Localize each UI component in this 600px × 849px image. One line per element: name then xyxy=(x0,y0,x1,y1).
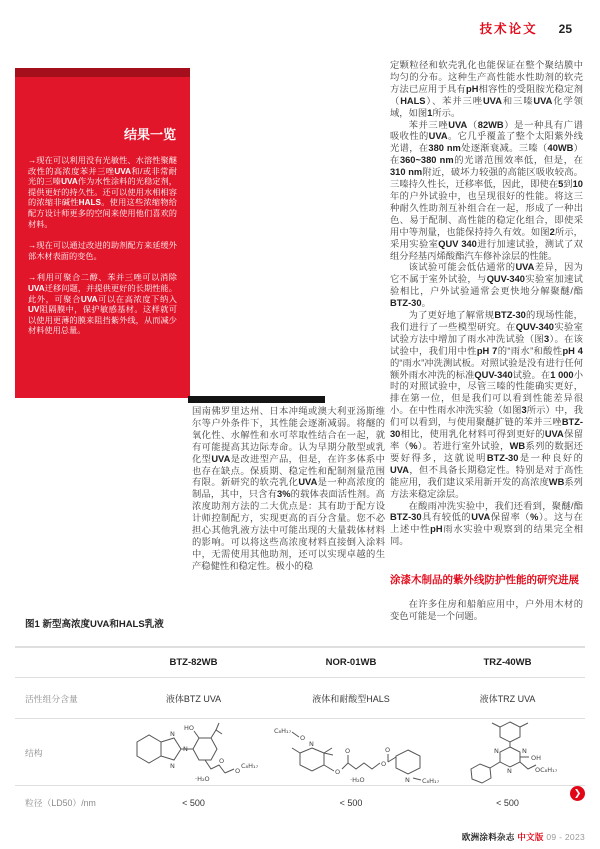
row-label: 结构 xyxy=(25,747,43,758)
water-label: ·H₂O xyxy=(194,775,210,783)
results-box-title: 结果一览 xyxy=(123,127,176,142)
structure-trz-40wb xyxy=(430,719,585,785)
atom-label: N xyxy=(309,740,314,748)
body-paragraph: 国南佛罗里达州、日本冲绳或澳大利亚汤斯维尔等户外条件下，其性能会逐渐减弱。将醚的氧化性、水解性和水可萃取性结合在一起，就有可能提高其边际寿命。认为早期分散型或乳化型UVA是改进型产品，但是，在许多体系中也存在缺点。保质期、稳定性和配制剂量范围有限。新研究的软壳乳化UVA是一种高浓度的制品，其中，只含有3%的载体表面活性剂。高浓度助剂方法的二大优点是：其有助于配方设计师控制配方，实现更高的百分含量。您不必担心其他乳液方法中可能出现的大量载体材料的影响。可以将这些高浓度材料直接倒入涂料中，无需使用其他助剂，还可以实现卓越的生产稳健性和稳定性。极小的稳 xyxy=(192,406,385,571)
atom-label: O xyxy=(381,760,387,768)
atom-label: OH xyxy=(530,754,541,762)
page-header xyxy=(480,19,572,37)
table-cell: 液体TRZ UVA xyxy=(479,693,536,704)
results-bullet: →现在可以通过改进的助剂配方来延缓外部木材表面的变色。 xyxy=(28,241,177,261)
body-paragraph: 在许多住房和船舶应用中，户外用木材的变色可能是一个问题。 xyxy=(390,599,583,622)
body-column-right xyxy=(390,60,583,623)
body-paragraph: 该试验可能会低估通常的UVA差异，因为它不属于室外试验，与QUV-340实验室加速试验相比，户外试验通常会更快地分解聚醚/酯BTZ-30。 xyxy=(390,262,583,309)
table-cell: < 500 xyxy=(496,797,519,808)
table-row xyxy=(15,719,585,786)
row-label: 粒径（LD50）/nm xyxy=(25,798,96,808)
atom-label: N xyxy=(182,745,188,753)
page-footer xyxy=(462,831,585,843)
body-column-left xyxy=(192,406,385,573)
body-paragraph: 为了更好地了解常规BTZ-30的现场性能，我们进行了一些模型研究。在QUV-340实验室试验方法中增加了雨水冲洗试验（图3）。在该试验中，我们用中性pH 7的“雨水”和酸性pH 4的“雨水”冲洗测试板。对照试验是没有进行任何额外雨水冲洗的标准QUV-340试验。在1 000小时的对照试验中，尽管三嗪的性能确实更好，排在第一位，但是我们可以看到性能差异很小。在中性雨水冲洗实验（如图3所示）中，我们可以看到，与使用聚醚扩链的苯并三唑BTZ-30相比，使用乳化材料可得到更好的UVA保留率（%）。若进行室外试验，WB系列的数据还要好得多，这就说明BTZ-30是一种良好的UVA，但不具备长期稳定性。特别是对于高性能应用，我们建议采用新开发的高浓度WB系列方法来稳定涂层。 xyxy=(390,310,583,499)
results-bullet: →现在可以利用没有光敏性、水溶性聚醚改性的高浓度苯并三唑UVA和/或非常耐光的三嗪UVA作为水性涂料的光稳定剂，提供更好的持久性。还可以使用水相相容的浓缩非碱性HALS。使用这些浓缩物给配方设计师更多的空间来使用他们喜欢的材料。 xyxy=(28,156,177,229)
body-paragraph: 在酸雨冲洗实验中，我们还看到，聚醚/酯BTZ-30具有较低的UVA保留率（%）。这与在上述中性pH雨水实验中观察到的结果完全相同。 xyxy=(390,500,583,547)
body-paragraph: 定颗粒径和软壳乳化也能保证在整个聚结膜中均匀的分布。这种生产高性能水性助剂的软壳方法已应用于具有pH相容性的受阻胺光稳定剂（HALS）、苯并三唑UVA和三嗪UVA化学领域，如图1所示。 xyxy=(390,60,583,118)
atom-label: O xyxy=(300,734,306,742)
column-header: TRZ-40WB xyxy=(483,657,532,668)
figure-table xyxy=(15,646,585,819)
structure-nor-01wb xyxy=(272,720,440,784)
next-page-icon: ❯ xyxy=(570,786,585,801)
atom-label: N xyxy=(493,747,499,755)
atom-label: O xyxy=(345,747,351,755)
atom-label: N xyxy=(169,730,175,738)
atom-label: HO xyxy=(183,724,194,732)
table-cell: < 500 xyxy=(339,797,363,808)
atom-label: O xyxy=(335,768,341,776)
atom-label: O xyxy=(218,757,224,765)
atom-label: N xyxy=(521,747,527,755)
structure-btz-82wb xyxy=(115,720,272,784)
table-row xyxy=(15,678,585,719)
table-cell: 液体和耐酸型HALS xyxy=(312,693,390,704)
atom-label: N xyxy=(405,776,410,784)
atom-label: C₈H₁₇ xyxy=(274,727,292,735)
atom-label: C₈H₁₇ xyxy=(240,762,258,770)
atom-label: O xyxy=(385,746,391,754)
results-box-top-strip xyxy=(15,68,190,77)
water-label: ·H₂O xyxy=(350,776,365,784)
row-label: 活性组分含量 xyxy=(25,693,78,704)
atom-label: C₈H₁₇ xyxy=(422,777,440,784)
results-summary-box xyxy=(15,68,190,398)
section-subheading: 涂漆木制品的紫外线防护性能的研究进展 xyxy=(390,574,579,587)
divider-bar xyxy=(188,396,325,403)
atom-label: N xyxy=(506,767,512,775)
column-header: NOR-01WB xyxy=(325,657,377,668)
body-paragraph: 苯并三唑UVA（82WB）是一种具有广谱吸收性的UVA。它几乎覆盖了整个太阳紫外线光谱，在380 nm处逐渐衰减。三嗪（40WB）在360~380 nm的光谱范围效率低，但是，在310 nm附近，破坏力较强的高能区吸收较高。三嗪持久性长，迁移率低，因此，即使在5到10年的户外试验中，也呈现很好的性能。将这三种耐久性助剂互补组合在一起，形成了一种出色、易于配制、高性能的稳定化组合，即使采用中等剂量，也能保持持久有效。如图2所示，采用实验室QUV 340进行加速试验，测试了双组分羟基丙烯酸酯汽车修补涂层的性能。 xyxy=(390,119,583,261)
atom-label: OC₈H₁₇ xyxy=(534,766,557,774)
atom-label: O xyxy=(234,767,240,775)
results-bullet: →利用可聚合二醇、苯并三唑可以消除UVA迁移问题，并提供更好的长期性能。此外，可聚合UVA可以在高浓度下纳入UV阻隔膜中，保护敏感基材。这样就可以使用更薄的膜来阻挡紫外线，从而减少材料使用总量。 xyxy=(28,273,177,336)
table-cell: < 500 xyxy=(182,797,205,808)
table-header-row xyxy=(15,648,585,678)
journal-edition: 中文版 xyxy=(517,832,544,842)
journal-name: 欧洲涂料杂志 xyxy=(461,832,515,842)
column-header: BTZ-82WB xyxy=(169,657,218,668)
journal-issue: 09 - 2023 xyxy=(546,832,585,842)
table-cell: 液体BTZ UVA xyxy=(165,693,222,704)
figure-caption: 图1 新型高浓度UVA和HALS乳液 xyxy=(25,619,164,630)
table-row xyxy=(15,786,585,819)
page-number: 25 xyxy=(558,22,572,36)
atom-label: N xyxy=(169,762,175,770)
section-label: 技术论文 xyxy=(479,22,538,36)
